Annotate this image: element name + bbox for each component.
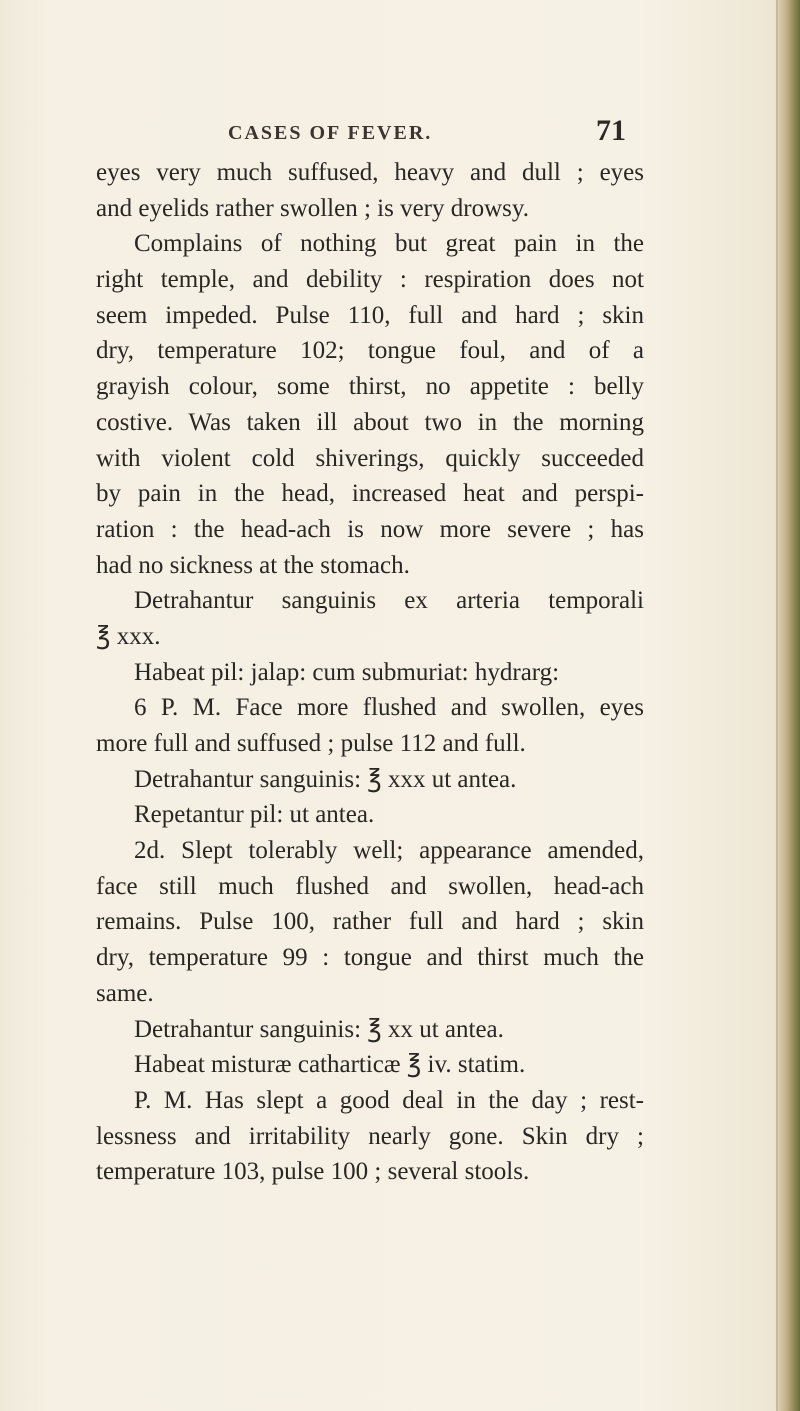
text-line: P. M. Has slept a good deal in the day ; rest- xyxy=(134,1086,644,1114)
text-line: grayish colour, some thirst, no appetite : belly xyxy=(96,373,644,401)
text-line: Habeat pil: jalap: cum submuriat: hydrarg: xyxy=(134,658,560,686)
text-line: dry, temperature 99 : tongue and thirst much the xyxy=(96,944,644,972)
text-line: costive. Was taken ill about two in the morning xyxy=(96,408,644,436)
text-line: 6 P. M. Face more flushed and swollen, eyes xyxy=(134,694,644,722)
text-line: more full and suffused ; pulse 112 and full. xyxy=(96,730,526,757)
text-line: Complains of nothing but great pain in the xyxy=(134,230,644,258)
text-line: ration : the head-ach is now more severe ; has xyxy=(96,515,644,543)
text-line: eyes very much suffused, heavy and dull ; eyes xyxy=(96,159,644,186)
text-line: same. xyxy=(96,979,154,1007)
text-line: Detrahantur sanguinis ex arteria temporali xyxy=(134,587,644,615)
text-line: right temple, and debility : respiration does not xyxy=(96,266,644,294)
text-line: with violent cold shiverings, quickly succeeded xyxy=(96,444,644,472)
text-line: 2d. Slept tolerably well; appearance amended, xyxy=(134,837,644,865)
book-binding-edge xyxy=(778,0,800,1411)
text-line: seem impeded. Pulse 110, full and hard ; skin xyxy=(96,301,644,329)
text-line: dry, temperature 102; tongue foul, and of a xyxy=(96,337,644,365)
running-head: CASES OF FEVER. xyxy=(228,122,433,144)
page-header xyxy=(0,114,800,154)
text-line: and eyelids rather swollen ; is very drowsy. xyxy=(96,194,529,222)
page-number: 71 xyxy=(596,114,626,147)
text-line: by pain in the head, increased heat and perspi- xyxy=(96,480,644,508)
text-line: Repetantur pil: ut antea. xyxy=(134,801,375,829)
text-line: had no sickness at the stomach. xyxy=(96,551,410,579)
text-line: temperature 103, pulse 100 ; several stools. xyxy=(96,1158,530,1186)
text-line: Detrahantur sanguinis: ℥ xx ut antea. xyxy=(134,1015,504,1043)
text-line: Habeat misturæ catharticæ ℥ iv. statim. xyxy=(134,1051,526,1079)
text-line: lessness and irritability nearly gone. Skin dry ; xyxy=(96,1122,644,1150)
text-line: face still much flushed and swollen, head-ach xyxy=(96,872,644,900)
text-line: ℥ xxx. xyxy=(96,622,161,650)
body-text xyxy=(96,155,644,1190)
text-line: remains. Pulse 100, rather full and hard ; skin xyxy=(96,908,644,936)
text-line: Detrahantur sanguinis: ℥ xxx ut antea. xyxy=(134,765,517,793)
